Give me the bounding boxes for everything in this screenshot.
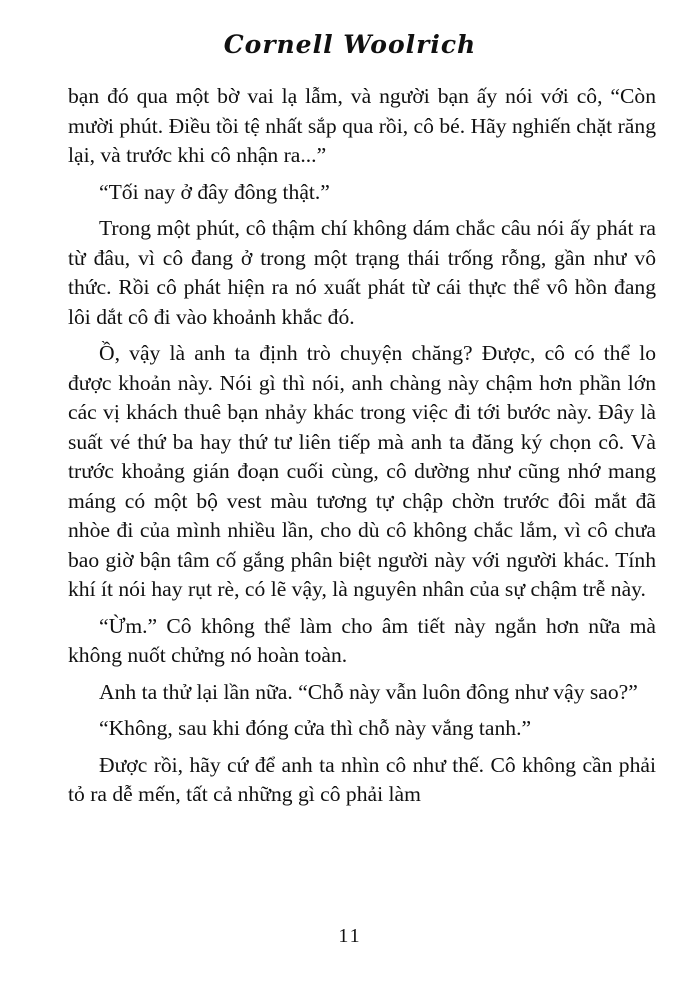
paragraph: “Tối nay ở đây đông thật.” [99,179,330,204]
paragraph: “Ừm.” Cô không thể làm cho âm tiết này ngắn hơn nữa mà không nuốt chửng nó hoàn toàn. [68,613,656,667]
body-text [68,82,656,810]
paragraph: Anh ta thử lại lần nữa. “Chỗ này vẫn luôn đông như vậy sao?” [99,679,638,704]
paragraph: Ồ, vậy là anh ta định trò chuyện chăng? Được, cô có thể lo được khoản này. Nói gì thì nói, anh chàng này chậm hơn phần lớn các vị khách thuê bạn nhảy khác trong việc đi tới bước này. Đây là suất vé thứ ba hay thứ tư liên tiếp mà anh ta đăng ký chọn cô. Và trước khoảng gián đoạn cuối cùng, cô dường như cũng nhớ mang máng có một bộ vest màu tương tự chập chờn trước đôi mắt đã nhòe đi của mình nhiều lần, cho dù cô không chắc lắm, vì cô chưa bao giờ bận tâm cố gắng phân biệt người này với người khác. Tính khí ít nói hay rụt rè, có lẽ vậy, là nguyên nhân của sự chậm trễ này. [68,341,656,601]
page-number: 11 [338,925,362,947]
paragraph: “Không, sau khi đóng cửa thì chỗ này vắng tanh.” [99,716,532,740]
paragraph: Trong một phút, cô thậm chí không dám chắc câu nói ấy phát ra từ đâu, vì cô đang ở trong một trạng thái trống rỗng, gần như vô thức. Rồi cô phát hiện ra nó xuất phát từ cái thực thể vô hồn đang lôi dắt cô đi vào khoảnh khắc đó. [68,216,656,329]
paragraph: bạn đó qua một bờ vai lạ lẫm, và người bạn ấy nói với cô, “Còn mười phút. Điều tồi tệ nhất sắp qua rồi, cô bé. Hãy nghiến chặt răng lại, và trước khi cô nhận ra...” [68,84,656,167]
paragraph: Được rồi, hãy cứ để anh ta nhìn cô như thế. Cô không cần phải tỏ ra dễ mến, tất cả những gì cô phải làm [68,752,656,806]
running-header-author: Cornell Woolrich [223,30,477,59]
